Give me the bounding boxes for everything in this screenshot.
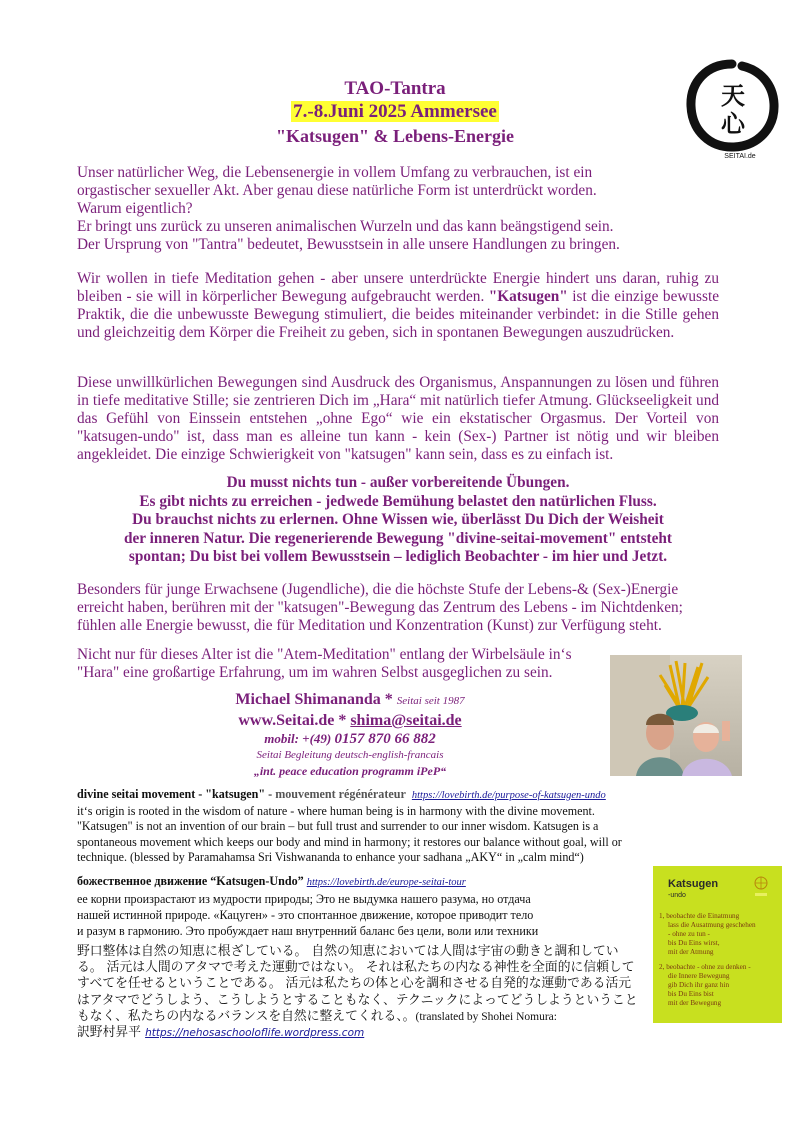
seitai-logo <box>682 56 782 160</box>
english-title: divine seitai movement - "katsugen" <box>77 787 266 801</box>
principle-line: spontan; Du bist bei vollem Bewusstsein – lediglich Beobachter - im hier und Jetzt. <box>128 548 668 565</box>
mobil-label: mobil: +(49) <box>264 731 335 746</box>
english-body: it‘s origin is rooted in the wisdom of nature - where human being is in harmony with the divine movement. "Katsugen" is not an invention of our brain – but full trust and surrender to our inner wisdom. Katsugen is a spontaneous movement which keeps our body and mind in harmony; it restores our balance without goal, will or technique. (blessed by Paramahamsa Sri Vishwananda to enhance your sadhana „AKY“ in „calm mind“) <box>77 803 622 865</box>
web-line <box>160 711 540 730</box>
website-link[interactable]: www.Seitai.de * <box>238 712 351 729</box>
author-since: Seitai seit 1987 <box>396 695 465 707</box>
card-item-line: mit der Bewegung <box>668 999 722 1007</box>
card-item-line: gib Dich ihr ganz hin <box>668 981 730 989</box>
card-item-line: bis Du Eins bist <box>668 990 714 998</box>
russian-line: нашей истинной природе. «Кацуген» - это спонтанное движение, которое приводит тело <box>77 908 534 922</box>
card-emblem-icon <box>751 874 771 900</box>
card-subtitle: -undo <box>668 892 686 899</box>
principle-line: Du brauchst nichts zu erlernen. Ohne Wissen wie, überlässt Du Dich der Weisheit <box>132 511 664 528</box>
contact-block <box>160 690 540 779</box>
document-subtitle: "Katsugen" & Lebens-Energie <box>276 126 514 146</box>
english-section <box>77 787 647 866</box>
translator-name: 訳野村昇平 <box>77 1025 146 1041</box>
russian-line: и разум в гармонию. Это пробуждает наш внутренний баланс без цели, воли или техники <box>77 924 539 938</box>
young-adults-line: fühlen alle Energie bewusst, die für Meditation und Konzentration (Kunst) zur Verfügung steht. <box>77 617 662 634</box>
principle-line: Du musst nichts tun - außer vorbereitende Übungen. <box>226 474 570 491</box>
enso-circle-icon <box>682 56 782 160</box>
katsugen-purpose-link[interactable]: https://lovebirth.de/purpose-of-katsugen-undo <box>411 790 606 801</box>
intro-line: orgastischer sexueller Akt. Aber genau diese natürliche Form ist unterdrückt worden. <box>77 182 597 199</box>
event-date <box>200 100 590 124</box>
author-name-line <box>160 690 540 711</box>
russian-line: ее корни произрастают из мудрости природы; Это не выдумка нашего разума, но отдача <box>77 892 531 906</box>
card-title: Katsugen <box>668 878 719 890</box>
young-adults-line: erreicht haben, berühren mit der "katsugen"-Bewegung das Zentrum des Lebens - im Nichtdenken; <box>77 599 683 616</box>
seitai-tour-link[interactable]: https://lovebirth.de/europe-seitai-tour <box>306 877 466 888</box>
card-item-line: 2, beobachte - ohne zu denken - <box>659 963 751 971</box>
card-item-line: die Innere Bewegung <box>668 972 730 980</box>
logo-kanji-top: 天 <box>721 82 745 110</box>
katsugen-card <box>653 866 782 1023</box>
intro-line: Der Ursprung von "Tantra" bedeutet, Bewusstsein in alle unsere Handlungen zu bringen. <box>77 236 620 253</box>
document-title: TAO-Tantra <box>344 78 446 99</box>
breath-line: Nicht nur für dieses Alter ist die "Atem-Meditation" entlang der Wirbelsäule in‘s <box>77 646 572 663</box>
event-date-highlight: 7.-8.Juni 2025 Ammersee <box>293 101 497 122</box>
author-name: Michael Shimananda * <box>235 691 397 708</box>
meditation-text-cont: ist die einzige bewusste Praktik, die die unbewusste Bewegung stimuliert, die beides miteinander verbindet: in die Stille gehen und gleichzeitig dem Körper die Freiheit zu geben, sich in spontanen Bewegungen auszudrücken. <box>77 288 719 341</box>
intro-line: Warum eigentlich? <box>77 200 193 217</box>
principles-block <box>77 474 719 567</box>
email-link[interactable]: shima@seitai.de <box>350 712 462 729</box>
portrait-photo-icon <box>610 655 742 776</box>
card-item-line: 1, beobachte die Einatmung <box>659 912 740 920</box>
breath-meditation-paragraph <box>77 646 597 682</box>
card-instructions <box>659 912 779 1008</box>
languages-line: Seitai Begleitung deutsch-english-francais <box>256 749 444 761</box>
document-header <box>200 78 590 148</box>
young-adults-paragraph <box>77 581 719 635</box>
young-adults-line: Besonders für junge Erwachsene (Jugendliche), die die höchste Stufe der Lebens-& (Sex-)Energie <box>77 581 679 598</box>
card-item-line: - ohne zu tun - <box>668 930 710 938</box>
principle-line: der inneren Natur. Die regenerierende Bewegung "divine-seitai-movement" entsteht <box>123 529 673 547</box>
meditation-paragraph <box>77 270 719 342</box>
katsugen-emphasis: "Katsugen" <box>488 288 568 305</box>
card-item-line: bis Du Eins wirst, <box>668 939 720 947</box>
french-title: mouvement régénérateur <box>275 787 406 801</box>
russian-title: божественное движение “Katsugen-Undo” <box>77 874 304 888</box>
breath-line: "Hara" eine großartige Erfahrung, um im wahren Selbst ausgeglichen zu sein. <box>77 664 553 681</box>
intro-line: Unser natürlicher Weg, die Lebensenergie in vollem Umfang zu verbrauchen, ist ein <box>77 164 593 181</box>
translator-note: (translated by Shohei Nomura: <box>415 1010 557 1023</box>
japanese-body: 野口整体は自然の知恵に根ざしている。 自然の知恵においては人間は宇宙の動きと調和している。 活元は人間のアタマで考えた運動ではない。 それは私たちの内なる神性を全面的に信頼してすべてを任せるということである。 活元は私たちの体と心を調和させる自発的な運動である活元はアタマでどうしよう、こうしようとすることもなく、テクニックによってどうしようということもなく、私たちの内なるバランスを自然に整えてくれる、。 <box>77 944 638 1024</box>
english-heading <box>77 787 647 804</box>
intro-paragraph <box>77 164 719 254</box>
intro-line: Er bringt uns zurück zu unseren animalischen Wurzeln und das kann beängstigend sein. <box>77 218 614 235</box>
logo-kanji-bottom: 心 <box>721 110 745 138</box>
meditation-text: Wir wollen in tiefe Meditation gehen - aber unsere unterdrückte Energie hindert uns daran, ruhig zu bleiben - sie will in körperlicher Bewegung aufgebraucht werden. <box>77 270 719 305</box>
nehosa-link[interactable]: https://nehosaschooloflife.wordpress.com <box>145 1027 365 1040</box>
russian-section <box>77 873 647 939</box>
movement-paragraph: Diese unwillkürlichen Bewegungen sind Ausdruck des Organismus, Anspannungen zu lösen und führen in tiefe meditative Stille; sie zentrieren Dich im „Hara“ mit natürlich tiefer Atmung. Glückseeligkeit und das Gefühl von Einssein entstehen „ohne Ego“ wie ein ekstatischer Orgasmus. Der Vorteil von "katsugen-undo" ist, dass man es alleine tun kann - kein (Sex-) Partner ist nötig und wir bleiben angekleidet. Die einzige Schwierigkeit von "katsugen" kann sein, dass es zu einfach ist. <box>77 374 719 463</box>
photo-image <box>610 655 742 776</box>
logo-caption: SEITAI.de <box>724 153 756 160</box>
program-line: „int. peace education programm iPeP“ <box>253 764 447 778</box>
japanese-section <box>77 944 639 1041</box>
card-item-line: mit der Atmung <box>668 948 714 956</box>
card-item-line: lass die Ausatmung geschehen <box>668 921 756 929</box>
english-separator: - <box>265 787 276 801</box>
mobil-number: 0157 870 66 882 <box>334 731 436 747</box>
russian-heading <box>77 873 647 891</box>
mobil-line <box>160 730 540 748</box>
principle-line: Es gibt nichts zu erreichen - jedwede Bemühung belastet den natürlichen Fluss. <box>139 492 657 510</box>
